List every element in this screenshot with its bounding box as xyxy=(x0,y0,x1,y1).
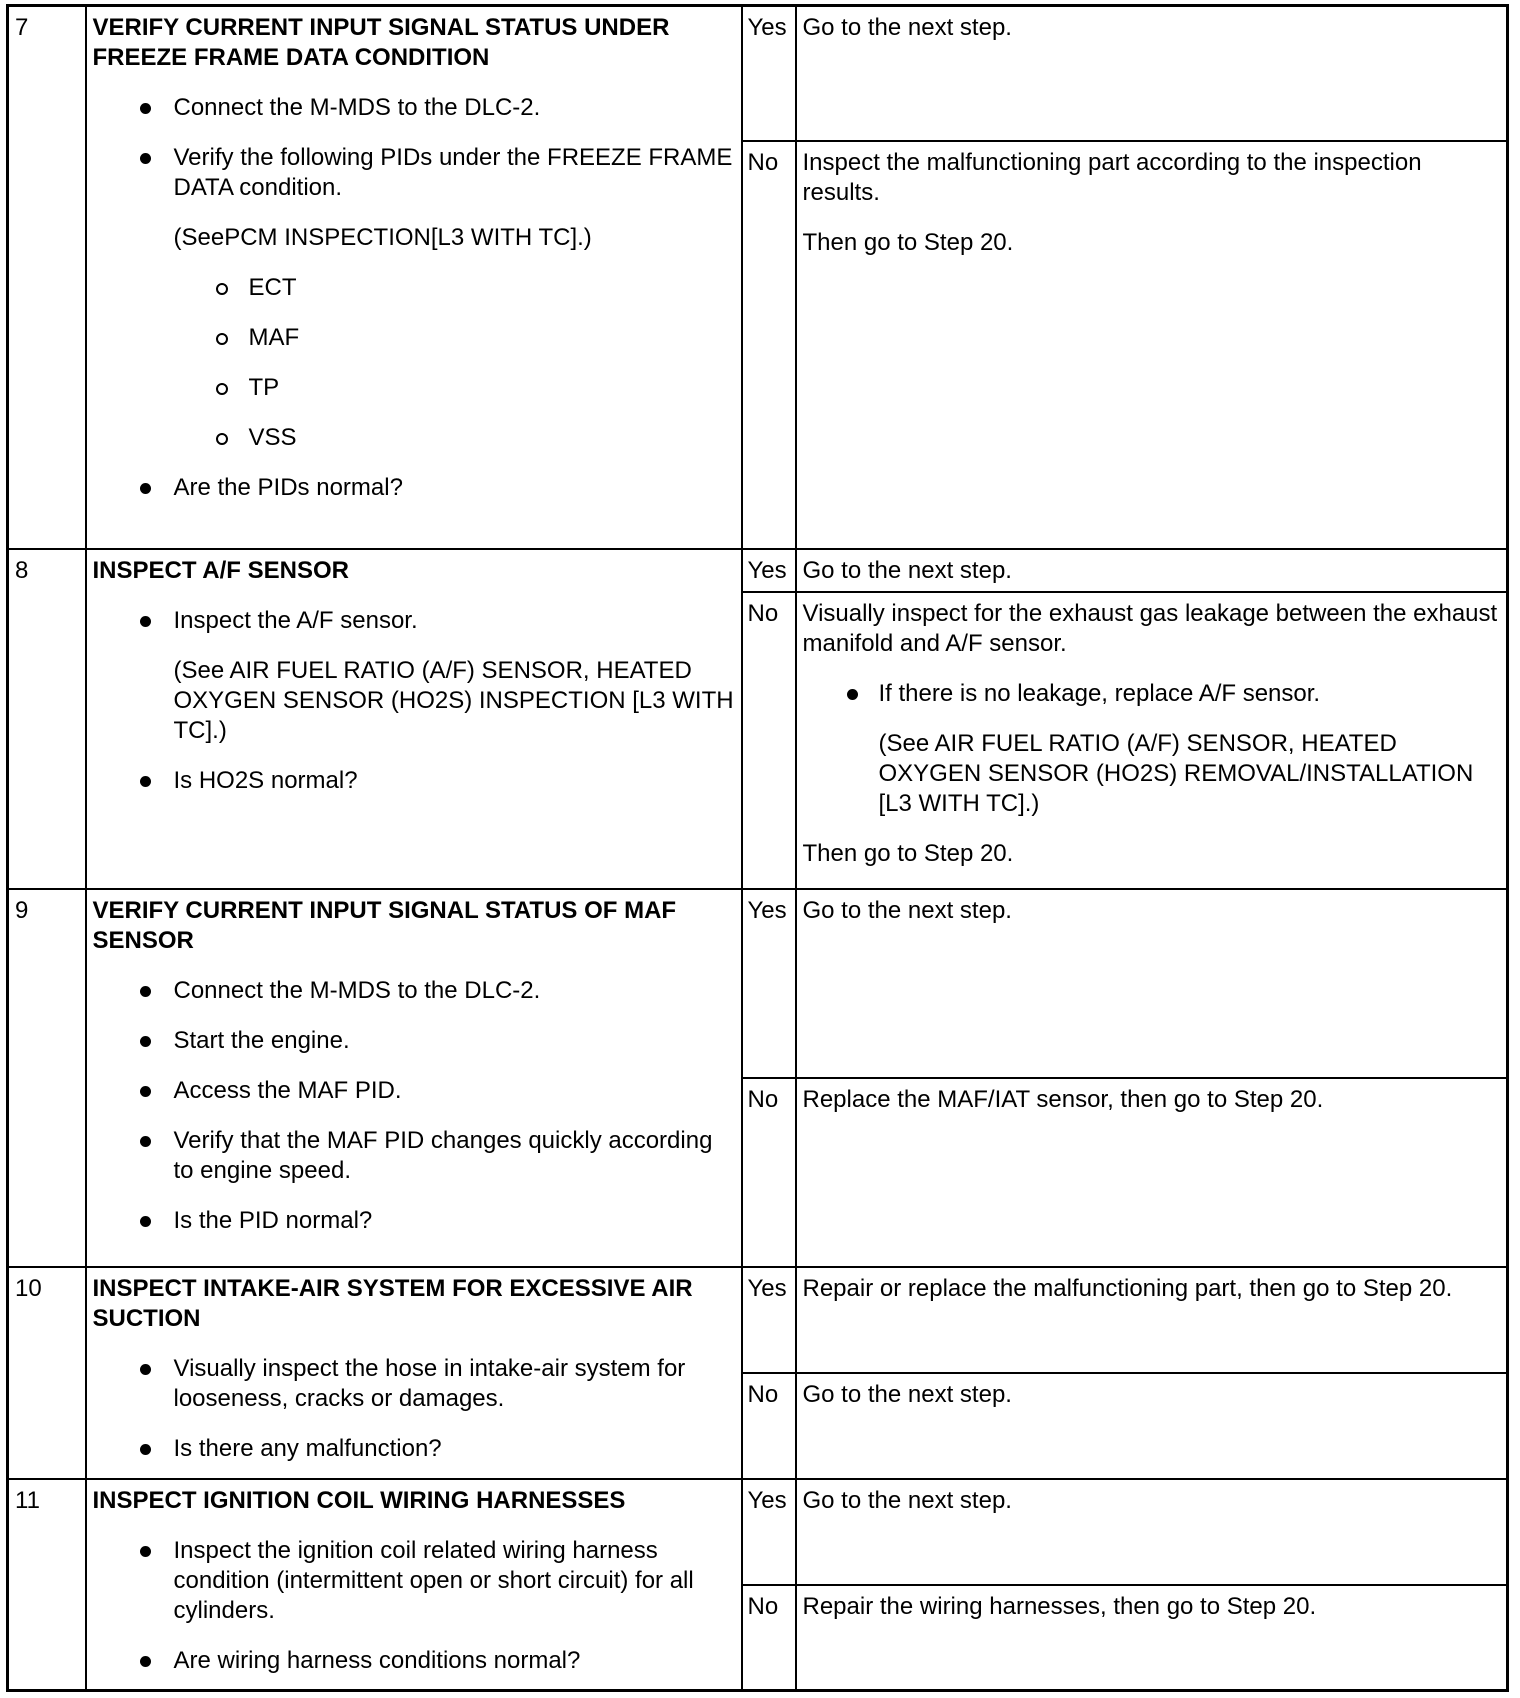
yes-result: Go to the next step. xyxy=(796,549,1508,591)
action-item: Connect the M-MDS to the DLC-2. xyxy=(93,93,735,123)
question-item: Is there any malfunction? xyxy=(93,1434,735,1464)
pid-item: MAF xyxy=(93,323,735,353)
no-label: No xyxy=(742,1373,796,1479)
no-result-text: Visually inspect for the exhaust gas leakage between the exhaust manifold and A/F sensor. xyxy=(802,599,1498,657)
no-label: No xyxy=(742,1078,796,1266)
question-item: Are wiring harness conditions normal? xyxy=(93,1646,735,1676)
step-number: 9 xyxy=(8,889,86,1267)
no-label: No xyxy=(742,1585,796,1690)
step-action-cell xyxy=(86,889,742,1267)
action-item: Inspect the A/F sensor. xyxy=(93,606,735,636)
action-item: Verify the following PIDs under the FREEZE FRAME DATA condition. xyxy=(93,143,735,203)
no-result xyxy=(796,141,1508,550)
no-result: Go to the next step. xyxy=(796,1373,1508,1479)
yes-label: Yes xyxy=(742,889,796,1078)
step-number: 8 xyxy=(8,549,86,889)
step-number: 10 xyxy=(8,1267,86,1479)
no-label: No xyxy=(742,592,796,890)
diagnostic-procedure-table xyxy=(6,4,1509,1692)
no-label: No xyxy=(742,141,796,550)
action-item: Start the engine. xyxy=(93,1026,735,1056)
step-action-cell xyxy=(86,6,742,550)
yes-result: Go to the next step. xyxy=(796,6,1508,141)
step-row-9-yes xyxy=(8,889,1508,1078)
action-item: Access the MAF PID. xyxy=(93,1076,735,1106)
step-title: VERIFY CURRENT INPUT SIGNAL STATUS OF MAF SENSOR xyxy=(92,897,677,955)
yes-label: Yes xyxy=(742,1267,796,1373)
no-result-then: Then go to Step 20. xyxy=(802,839,1014,867)
question-item: Is HO2S normal? xyxy=(93,766,735,796)
action-item: Visually inspect the hose in intake-air system for looseness, cracks or damages. xyxy=(93,1354,735,1414)
pid-item: ECT xyxy=(93,273,735,303)
reference-note: (SeePCM INSPECTION[L3 WITH TC].) xyxy=(173,224,592,251)
step-action-cell xyxy=(86,1479,742,1690)
step-action-cell xyxy=(86,1267,742,1479)
question-item: Are the PIDs normal? xyxy=(93,473,735,503)
step-title: VERIFY CURRENT INPUT SIGNAL STATUS UNDER FREEZE FRAME DATA CONDITION xyxy=(92,14,670,71)
step-number: 7 xyxy=(8,6,86,550)
yes-label: Yes xyxy=(742,6,796,141)
no-result-reference: (See AIR FUEL RATIO (A/F) SENSOR, HEATED OXYGEN SENSOR (HO2S) REMOVAL/INSTALLATION [L3 WITH TC].) xyxy=(878,729,1474,817)
no-result xyxy=(796,592,1508,890)
step-row-7-yes xyxy=(8,6,1508,141)
no-result-bullet: If there is no leakage, replace A/F sensor. xyxy=(803,679,1501,709)
no-result: Replace the MAF/IAT sensor, then go to Step 20. xyxy=(796,1078,1508,1266)
step-row-11-yes xyxy=(8,1479,1508,1585)
action-item: Inspect the ignition coil related wiring harness condition (intermittent open or short circuit) for all cylinders. xyxy=(93,1536,735,1626)
step-title: INSPECT IGNITION COIL WIRING HARNESSES xyxy=(92,1487,626,1515)
yes-label: Yes xyxy=(742,549,796,591)
step-row-10-yes xyxy=(8,1267,1508,1373)
step-title: INSPECT A/F SENSOR xyxy=(92,557,349,585)
question-item: Is the PID normal? xyxy=(93,1206,735,1236)
pid-item: VSS xyxy=(93,423,735,453)
no-result: Repair the wiring harnesses, then go to Step 20. xyxy=(796,1585,1508,1690)
action-item: Connect the M-MDS to the DLC-2. xyxy=(93,976,735,1006)
yes-result: Repair or replace the malfunctioning part, then go to Step 20. xyxy=(796,1267,1508,1373)
pid-item: TP xyxy=(93,373,735,403)
step-row-8-yes xyxy=(8,549,1508,591)
no-result-text: Inspect the malfunctioning part according to the inspection results. xyxy=(802,148,1422,206)
yes-result: Go to the next step. xyxy=(796,1479,1508,1585)
reference-note: (See AIR FUEL RATIO (A/F) SENSOR, HEATED OXYGEN SENSOR (HO2S) INSPECTION [L3 WITH TC].) xyxy=(173,657,734,745)
step-number: 11 xyxy=(8,1479,86,1690)
step-action-cell xyxy=(86,549,742,889)
action-item: Verify that the MAF PID changes quickly according to engine speed. xyxy=(93,1126,735,1186)
step-title: INSPECT INTAKE-AIR SYSTEM FOR EXCESSIVE AIR SUCTION xyxy=(92,1274,693,1332)
no-result-then: Then go to Step 20. xyxy=(802,228,1014,256)
yes-label: Yes xyxy=(742,1479,796,1585)
yes-result: Go to the next step. xyxy=(796,889,1508,1078)
